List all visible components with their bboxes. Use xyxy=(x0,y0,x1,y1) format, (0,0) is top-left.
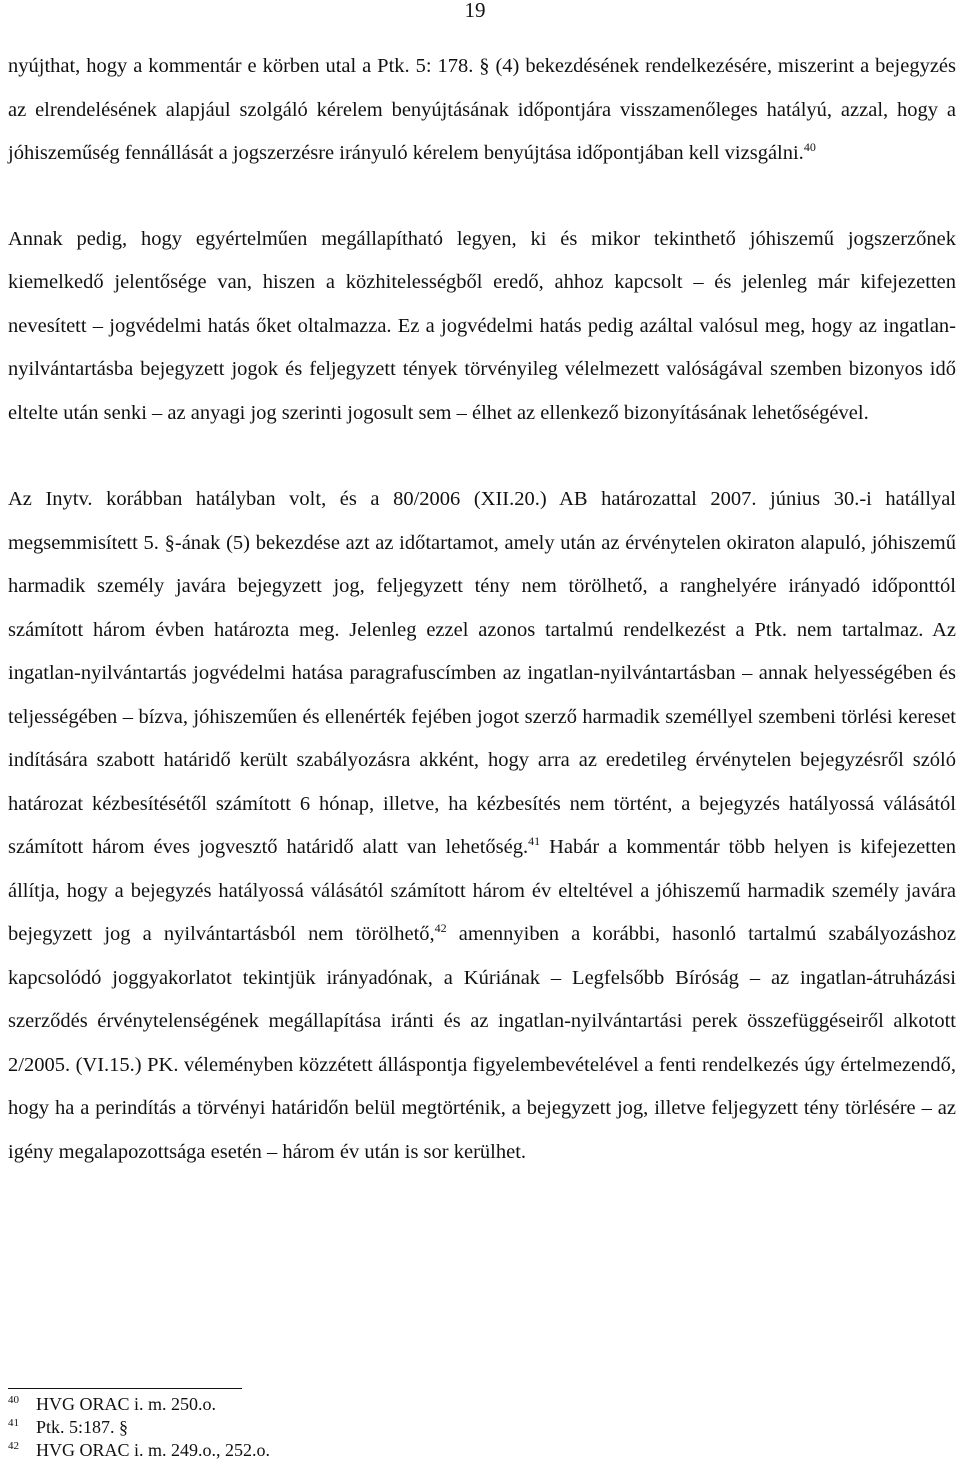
paragraph-text: amennyiben a korábbi, hasonló tartalmú szabályozáshoz kapcsolódó joggyakorlatot tekintjük irányadónak, a Kúriának – Legfelsőbb Bíróság – az ingatlan-átruházási szerződés érvénytelenségének megállapítása iránti és az ingatlan-nyilvántartási perek összefüggéseiről alkotott 2/2005. (VI.15.) PK. véleményben közzétett álláspontja figyelembevételével a fenti rendelkezés úgy értelmezendő, hogy ha a perindítás a törvényi határidőn belül megtörténik, a bejegyzett jog, illetve feljegyzett tény törlésére – az igény megalapozottsága esetén – három év után is sor kerülhet. xyxy=(8,923,956,1163)
footnote-text: HVG ORAC i. m. 250.o. xyxy=(36,1394,217,1414)
footnote-number: 41 xyxy=(8,1417,19,1429)
paragraph-1 xyxy=(8,45,956,176)
footnote-text: HVG ORAC i. m. 249.o., 252.o. xyxy=(36,1440,271,1460)
paragraph-text: Annak pedig, hogy egyértelműen megállapítható legyen, ki és mikor tekinthető jóhiszemű jogszerzőnek kiemelkedő jelentősége van, hiszen a közhitelességből eredő, ahhoz kapcsolt – és jelenleg már kifejezetten nevesített – jogvédelmi hatás őket oltalmazza. Ez a jogvédelmi hatás pedig azáltal valósul meg, hogy az ingatlan-nyilvántartásba bejegyzett jogok és feljegyzett tények törvényileg vélelmezett valóságával szemben bizonyos idő eltelte után senki – az anyagi jog szerinti jogosult sem – élhet az ellenkező bizonyításának lehetőségével. xyxy=(8,227,956,424)
page-number: 19 xyxy=(464,0,486,22)
footnote-42 xyxy=(8,1439,956,1462)
footnotes xyxy=(8,1388,956,1462)
paragraph-text: Habár a kommentár több helyen is kifejezetten állítja, hogy a bejegyzés hatályossá válásától számított három év elteltével a jóhiszemű harmadik személy javára bejegyzett jog a nyilvántartásból nem törölhető, xyxy=(8,836,957,945)
paragraph-2 xyxy=(8,218,956,436)
footnote-number: 42 xyxy=(8,1440,19,1452)
footnote-separator xyxy=(8,1388,242,1389)
footnote-ref-41[interactable]: 41 xyxy=(528,834,541,849)
paragraph-text: nyújthat, hogy a kommentár e körben utal a Ptk. 5: 178. § (4) bekezdésének rendelkezésére, miszerint a bejegyzés az elrendelésének alapjául szolgáló kérelem benyújtásának időpontjára visszamenőleges hatályú, azzal, hogy a jóhiszeműség fennállását a jogszerzésre irányuló kérelem benyújtása időpontjában kell vizsgálni. xyxy=(8,55,956,164)
footnote-ref-40[interactable]: 40 xyxy=(803,140,816,155)
paragraph-3 xyxy=(8,478,956,1174)
footnote-number: 40 xyxy=(8,1394,19,1406)
footnote-40 xyxy=(8,1393,956,1416)
paragraph-text: Az Inytv. korábban hatályban volt, és a 80/2006 (XII.20.) AB határozattal 2007. június 30.-i hatállyal megsemmisített 5. §-ának (5) bekezdése azt az időtartamot, amely után az érvénytelen okiraton alapuló, jóhiszemű harmadik személy javára bejegyzett jog, feljegyzett tény nem törölhető, a ranghelyére irányadó időponttól számított három évben határozta meg. Jelenleg ezzel azonos tartalmú rendelkezést a Ptk. nem tartalmaz. Az ingatlan-nyilvántartás jogvédelmi hatása paragrafuscímben az ingatlan-nyilvántartásban – annak helyességében és teljességében – bízva, jóhiszeműen és ellenérték fejében jogot szerző harmadik személlyel szembeni törlési kereset indítására szabott határidő került szabályozásra akként, hogy arra az eredetileg érvénytelen bejegyzésről szóló határozat kézbesítésétől számított 6 hónap, illetve, ha kézbesítés nem történt, a bejegyzés hatályossá válásától számított három éves jogvesztő határidő alatt van lehetőség. xyxy=(8,488,956,858)
footnote-text: Ptk. 5:187. § xyxy=(36,1417,129,1437)
footnote-ref-42[interactable]: 42 xyxy=(434,921,447,936)
footnote-41 xyxy=(8,1416,956,1439)
document-body xyxy=(8,45,956,1174)
